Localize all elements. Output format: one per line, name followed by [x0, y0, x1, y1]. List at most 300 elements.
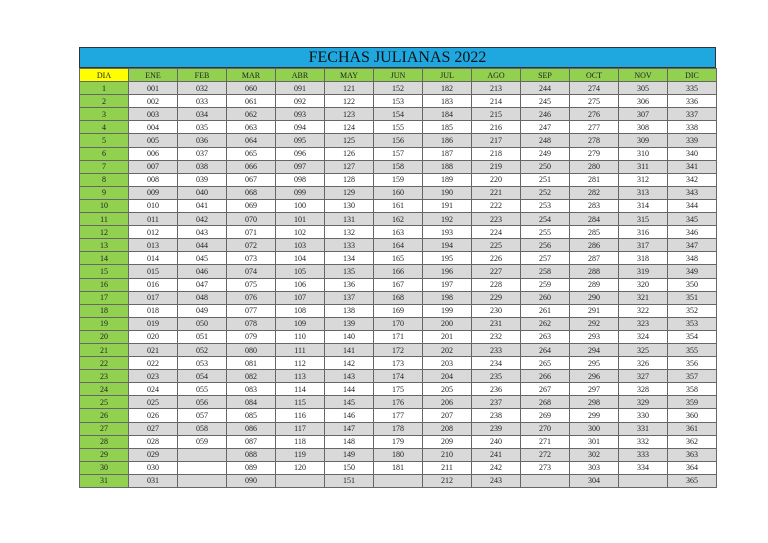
julian-day-cell: 265: [521, 357, 570, 370]
julian-day-cell: [178, 474, 227, 487]
julian-day-cell: 270: [521, 422, 570, 435]
julian-day-cell: 266: [521, 370, 570, 383]
day-cell: 10: [80, 199, 129, 212]
julian-day-cell: 059: [178, 435, 227, 448]
julian-day-cell: 253: [521, 199, 570, 212]
table-row: [80, 448, 717, 461]
julian-day-cell: 110: [276, 330, 325, 343]
column-header: JUL: [423, 69, 472, 82]
table-row: [80, 474, 717, 487]
julian-day-cell: 046: [178, 265, 227, 278]
julian-day-cell: 085: [227, 409, 276, 422]
julian-day-cell: 102: [276, 226, 325, 239]
table-row: [80, 304, 717, 317]
julian-day-cell: 067: [227, 173, 276, 186]
julian-day-cell: 257: [521, 252, 570, 265]
julian-day-cell: 143: [325, 370, 374, 383]
julian-day-cell: 173: [374, 357, 423, 370]
julian-day-cell: 133: [325, 239, 374, 252]
julian-day-cell: 207: [423, 409, 472, 422]
column-header: ENE: [129, 69, 178, 82]
julian-day-cell: 053: [178, 357, 227, 370]
table-body: [80, 82, 717, 488]
julian-day-cell: 025: [129, 396, 178, 409]
table-row: [80, 370, 717, 383]
julian-day-cell: 104: [276, 252, 325, 265]
julian-day-cell: 056: [178, 396, 227, 409]
julian-day-cell: 326: [619, 357, 668, 370]
julian-day-cell: 126: [325, 147, 374, 160]
column-header: ABR: [276, 69, 325, 82]
julian-day-cell: 323: [619, 317, 668, 330]
julian-day-cell: 243: [472, 474, 521, 487]
julian-day-cell: 087: [227, 435, 276, 448]
table-row: [80, 396, 717, 409]
julian-day-cell: 358: [668, 383, 717, 396]
julian-day-cell: 127: [325, 160, 374, 173]
day-cell: 12: [80, 226, 129, 239]
julian-day-cell: 228: [472, 278, 521, 291]
julian-day-cell: 124: [325, 121, 374, 134]
julian-day-cell: 171: [374, 330, 423, 343]
julian-day-cell: 032: [178, 82, 227, 95]
table-row: [80, 173, 717, 186]
julian-day-cell: 306: [619, 95, 668, 108]
day-cell: 24: [80, 383, 129, 396]
julian-day-cell: 004: [129, 121, 178, 134]
julian-day-cell: 275: [570, 95, 619, 108]
julian-day-cell: 041: [178, 199, 227, 212]
julian-day-cell: 294: [570, 343, 619, 356]
julian-day-cell: 064: [227, 134, 276, 147]
julian-day-cell: 174: [374, 370, 423, 383]
julian-day-cell: 003: [129, 108, 178, 121]
day-cell: 2: [80, 95, 129, 108]
julian-day-cell: 359: [668, 396, 717, 409]
julian-day-cell: 230: [472, 304, 521, 317]
julian-day-cell: 332: [619, 435, 668, 448]
julian-day-cell: 248: [521, 134, 570, 147]
julian-day-cell: 150: [325, 461, 374, 474]
julian-day-cell: 162: [374, 213, 423, 226]
julian-day-cell: 276: [570, 108, 619, 121]
julian-day-cell: 348: [668, 252, 717, 265]
julian-day-cell: 238: [472, 409, 521, 422]
julian-day-cell: 363: [668, 448, 717, 461]
julian-day-cell: 278: [570, 134, 619, 147]
julian-day-cell: 095: [276, 134, 325, 147]
julian-day-cell: [521, 474, 570, 487]
julian-day-cell: 031: [129, 474, 178, 487]
julian-day-cell: 273: [521, 461, 570, 474]
julian-day-cell: 055: [178, 383, 227, 396]
julian-day-cell: 254: [521, 213, 570, 226]
julian-day-cell: 214: [472, 95, 521, 108]
column-header: MAR: [227, 69, 276, 82]
julian-day-cell: 112: [276, 357, 325, 370]
julian-day-cell: 338: [668, 121, 717, 134]
column-header: NOV: [619, 69, 668, 82]
julian-day-cell: 134: [325, 252, 374, 265]
julian-day-cell: 191: [423, 199, 472, 212]
day-cell: 6: [80, 147, 129, 160]
julian-day-cell: 093: [276, 108, 325, 121]
julian-day-cell: 345: [668, 213, 717, 226]
julian-day-cell: 317: [619, 239, 668, 252]
day-cell: 31: [80, 474, 129, 487]
julian-day-cell: 014: [129, 252, 178, 265]
julian-day-cell: 077: [227, 304, 276, 317]
table-row: [80, 252, 717, 265]
julian-day-cell: 224: [472, 226, 521, 239]
julian-day-cell: 141: [325, 343, 374, 356]
table-row: [80, 435, 717, 448]
julian-day-cell: 137: [325, 291, 374, 304]
julian-day-cell: 229: [472, 291, 521, 304]
julian-day-cell: 327: [619, 370, 668, 383]
julian-day-cell: 215: [472, 108, 521, 121]
julian-day-cell: 244: [521, 82, 570, 95]
column-header: MAY: [325, 69, 374, 82]
julian-day-cell: 356: [668, 357, 717, 370]
julian-day-cell: 061: [227, 95, 276, 108]
julian-day-cell: 051: [178, 330, 227, 343]
julian-day-cell: 304: [570, 474, 619, 487]
julian-day-cell: 168: [374, 291, 423, 304]
day-cell: 19: [80, 317, 129, 330]
julian-day-cell: 240: [472, 435, 521, 448]
julian-day-cell: 179: [374, 435, 423, 448]
julian-day-cell: 115: [276, 396, 325, 409]
julian-day-cell: 075: [227, 278, 276, 291]
julian-day-cell: 362: [668, 435, 717, 448]
julian-day-cell: 320: [619, 278, 668, 291]
julian-day-cell: 232: [472, 330, 521, 343]
julian-day-cell: 206: [423, 396, 472, 409]
julian-day-cell: 080: [227, 343, 276, 356]
julian-day-cell: 267: [521, 383, 570, 396]
day-cell: 8: [80, 173, 129, 186]
julian-day-cell: 072: [227, 239, 276, 252]
julian-day-cell: 303: [570, 461, 619, 474]
julian-day-cell: 277: [570, 121, 619, 134]
julian-day-cell: 279: [570, 147, 619, 160]
julian-day-cell: 281: [570, 173, 619, 186]
julian-day-cell: 354: [668, 330, 717, 343]
julian-day-cell: 135: [325, 265, 374, 278]
julian-day-cell: 122: [325, 95, 374, 108]
julian-day-cell: 245: [521, 95, 570, 108]
julian-day-cell: 148: [325, 435, 374, 448]
julian-day-cell: 249: [521, 147, 570, 160]
julian-day-cell: [276, 474, 325, 487]
julian-day-cell: 299: [570, 409, 619, 422]
julian-day-cell: 058: [178, 422, 227, 435]
julian-day-cell: 350: [668, 278, 717, 291]
julian-day-cell: 341: [668, 160, 717, 173]
julian-day-cell: 113: [276, 370, 325, 383]
column-header: DIA: [80, 69, 129, 82]
julian-dates-table: [79, 68, 717, 488]
julian-day-cell: 013: [129, 239, 178, 252]
julian-day-cell: 091: [276, 82, 325, 95]
julian-day-cell: 288: [570, 265, 619, 278]
julian-day-cell: 140: [325, 330, 374, 343]
julian-day-cell: 286: [570, 239, 619, 252]
julian-day-cell: 213: [472, 82, 521, 95]
julian-day-cell: 201: [423, 330, 472, 343]
table-row: [80, 121, 717, 134]
table-row: [80, 95, 717, 108]
julian-day-cell: 040: [178, 186, 227, 199]
julian-day-cell: 205: [423, 383, 472, 396]
julian-day-cell: 079: [227, 330, 276, 343]
julian-day-cell: 005: [129, 134, 178, 147]
day-cell: 5: [80, 134, 129, 147]
julian-day-cell: 271: [521, 435, 570, 448]
julian-day-cell: 164: [374, 239, 423, 252]
julian-day-cell: 292: [570, 317, 619, 330]
table-row: [80, 134, 717, 147]
julian-day-cell: 322: [619, 304, 668, 317]
julian-day-cell: 268: [521, 396, 570, 409]
day-cell: 20: [80, 330, 129, 343]
julian-day-cell: 175: [374, 383, 423, 396]
julian-day-cell: 114: [276, 383, 325, 396]
julian-day-cell: 123: [325, 108, 374, 121]
julian-day-cell: 325: [619, 343, 668, 356]
julian-day-cell: 078: [227, 317, 276, 330]
julian-day-cell: 169: [374, 304, 423, 317]
day-cell: 14: [80, 252, 129, 265]
table-row: [80, 383, 717, 396]
julian-day-cell: 199: [423, 304, 472, 317]
julian-day-cell: 193: [423, 226, 472, 239]
column-header: FEB: [178, 69, 227, 82]
julian-day-cell: 255: [521, 226, 570, 239]
day-cell: 25: [80, 396, 129, 409]
day-cell: 21: [80, 343, 129, 356]
table-row: [80, 147, 717, 160]
julian-day-cell: 284: [570, 213, 619, 226]
julian-day-cell: 364: [668, 461, 717, 474]
table-row: [80, 239, 717, 252]
julian-day-cell: 037: [178, 147, 227, 160]
julian-day-cell: 256: [521, 239, 570, 252]
julian-day-cell: 111: [276, 343, 325, 356]
julian-day-cell: 083: [227, 383, 276, 396]
julian-day-cell: 094: [276, 121, 325, 134]
julian-day-cell: 129: [325, 186, 374, 199]
julian-day-cell: 225: [472, 239, 521, 252]
julian-day-cell: 052: [178, 343, 227, 356]
day-cell: 27: [80, 422, 129, 435]
julian-day-cell: 157: [374, 147, 423, 160]
julian-day-cell: 098: [276, 173, 325, 186]
julian-day-cell: 342: [668, 173, 717, 186]
julian-day-cell: 019: [129, 317, 178, 330]
julian-day-cell: 305: [619, 82, 668, 95]
julian-day-cell: 103: [276, 239, 325, 252]
julian-day-cell: 312: [619, 173, 668, 186]
julian-day-cell: 159: [374, 173, 423, 186]
day-cell: 28: [80, 435, 129, 448]
julian-day-cell: 343: [668, 186, 717, 199]
table-row: [80, 160, 717, 173]
julian-day-cell: 034: [178, 108, 227, 121]
julian-day-cell: 263: [521, 330, 570, 343]
julian-day-cell: 024: [129, 383, 178, 396]
julian-day-cell: 290: [570, 291, 619, 304]
julian-day-cell: 291: [570, 304, 619, 317]
julian-day-cell: 217: [472, 134, 521, 147]
julian-day-cell: 099: [276, 186, 325, 199]
julian-day-cell: [178, 448, 227, 461]
julian-day-cell: 009: [129, 186, 178, 199]
day-cell: 22: [80, 357, 129, 370]
julian-day-cell: 117: [276, 422, 325, 435]
julian-day-cell: 182: [423, 82, 472, 95]
column-header: JUN: [374, 69, 423, 82]
julian-day-cell: 092: [276, 95, 325, 108]
table-row: [80, 226, 717, 239]
julian-day-cell: 049: [178, 304, 227, 317]
day-cell: 9: [80, 186, 129, 199]
julian-day-cell: 236: [472, 383, 521, 396]
day-cell: 29: [80, 448, 129, 461]
julian-day-cell: 239: [472, 422, 521, 435]
julian-day-cell: 086: [227, 422, 276, 435]
julian-day-cell: 178: [374, 422, 423, 435]
julian-day-cell: 026: [129, 409, 178, 422]
day-cell: 17: [80, 291, 129, 304]
julian-day-cell: 204: [423, 370, 472, 383]
julian-day-cell: 066: [227, 160, 276, 173]
julian-day-cell: 259: [521, 278, 570, 291]
julian-day-cell: 042: [178, 213, 227, 226]
julian-day-cell: 033: [178, 95, 227, 108]
julian-day-cell: 074: [227, 265, 276, 278]
julian-day-cell: 250: [521, 160, 570, 173]
julian-day-cell: 365: [668, 474, 717, 487]
julian-day-cell: 355: [668, 343, 717, 356]
julian-day-cell: 262: [521, 317, 570, 330]
julian-day-cell: 156: [374, 134, 423, 147]
julian-day-cell: 300: [570, 422, 619, 435]
julian-day-cell: 223: [472, 213, 521, 226]
julian-day-cell: 131: [325, 213, 374, 226]
julian-day-cell: 198: [423, 291, 472, 304]
julian-day-cell: 177: [374, 409, 423, 422]
julian-day-cell: 336: [668, 95, 717, 108]
julian-day-cell: 088: [227, 448, 276, 461]
julian-day-cell: 200: [423, 317, 472, 330]
julian-day-cell: 311: [619, 160, 668, 173]
julian-day-cell: 269: [521, 409, 570, 422]
julian-day-cell: 335: [668, 82, 717, 95]
julian-day-cell: 226: [472, 252, 521, 265]
julian-day-cell: 068: [227, 186, 276, 199]
julian-day-cell: 109: [276, 317, 325, 330]
julian-day-cell: 295: [570, 357, 619, 370]
julian-day-cell: 101: [276, 213, 325, 226]
julian-day-cell: 082: [227, 370, 276, 383]
table-row: [80, 409, 717, 422]
julian-day-cell: 181: [374, 461, 423, 474]
julian-day-cell: 318: [619, 252, 668, 265]
table-row: [80, 82, 717, 95]
julian-day-cell: 313: [619, 186, 668, 199]
julian-day-cell: 057: [178, 409, 227, 422]
julian-day-cell: 096: [276, 147, 325, 160]
column-header: AGO: [472, 69, 521, 82]
julian-day-cell: 264: [521, 343, 570, 356]
julian-day-cell: 237: [472, 396, 521, 409]
day-cell: 3: [80, 108, 129, 121]
table-row: [80, 357, 717, 370]
julian-day-cell: 008: [129, 173, 178, 186]
table-row: [80, 461, 717, 474]
julian-day-cell: 097: [276, 160, 325, 173]
julian-day-cell: 167: [374, 278, 423, 291]
julian-day-cell: 297: [570, 383, 619, 396]
julian-day-cell: 190: [423, 186, 472, 199]
julian-day-cell: 069: [227, 199, 276, 212]
julian-day-cell: 321: [619, 291, 668, 304]
julian-day-cell: 045: [178, 252, 227, 265]
julian-day-cell: 242: [472, 461, 521, 474]
day-cell: 30: [80, 461, 129, 474]
sheet-title: FECHAS JULIANAS 2022: [79, 47, 716, 68]
julian-day-cell: 176: [374, 396, 423, 409]
julian-day-cell: 331: [619, 422, 668, 435]
table-row: [80, 291, 717, 304]
julian-dates-sheet: [79, 47, 716, 488]
julian-day-cell: 081: [227, 357, 276, 370]
julian-day-cell: 166: [374, 265, 423, 278]
julian-day-cell: 216: [472, 121, 521, 134]
julian-day-cell: 073: [227, 252, 276, 265]
julian-day-cell: 138: [325, 304, 374, 317]
table-row: [80, 108, 717, 121]
julian-day-cell: 029: [129, 448, 178, 461]
julian-day-cell: 030: [129, 461, 178, 474]
julian-day-cell: 016: [129, 278, 178, 291]
julian-day-cell: 316: [619, 226, 668, 239]
day-cell: 4: [80, 121, 129, 134]
julian-day-cell: 261: [521, 304, 570, 317]
julian-day-cell: 333: [619, 448, 668, 461]
julian-day-cell: 017: [129, 291, 178, 304]
day-cell: 23: [80, 370, 129, 383]
julian-day-cell: 144: [325, 383, 374, 396]
julian-day-cell: 154: [374, 108, 423, 121]
julian-day-cell: 310: [619, 147, 668, 160]
julian-day-cell: [619, 474, 668, 487]
julian-day-cell: 222: [472, 199, 521, 212]
julian-day-cell: 136: [325, 278, 374, 291]
table-row: [80, 199, 717, 212]
julian-day-cell: 021: [129, 343, 178, 356]
julian-day-cell: 272: [521, 448, 570, 461]
column-header: OCT: [570, 69, 619, 82]
julian-day-cell: 346: [668, 226, 717, 239]
header-row: [80, 69, 717, 82]
julian-day-cell: 218: [472, 147, 521, 160]
julian-day-cell: 147: [325, 422, 374, 435]
julian-day-cell: 108: [276, 304, 325, 317]
day-cell: 26: [80, 409, 129, 422]
